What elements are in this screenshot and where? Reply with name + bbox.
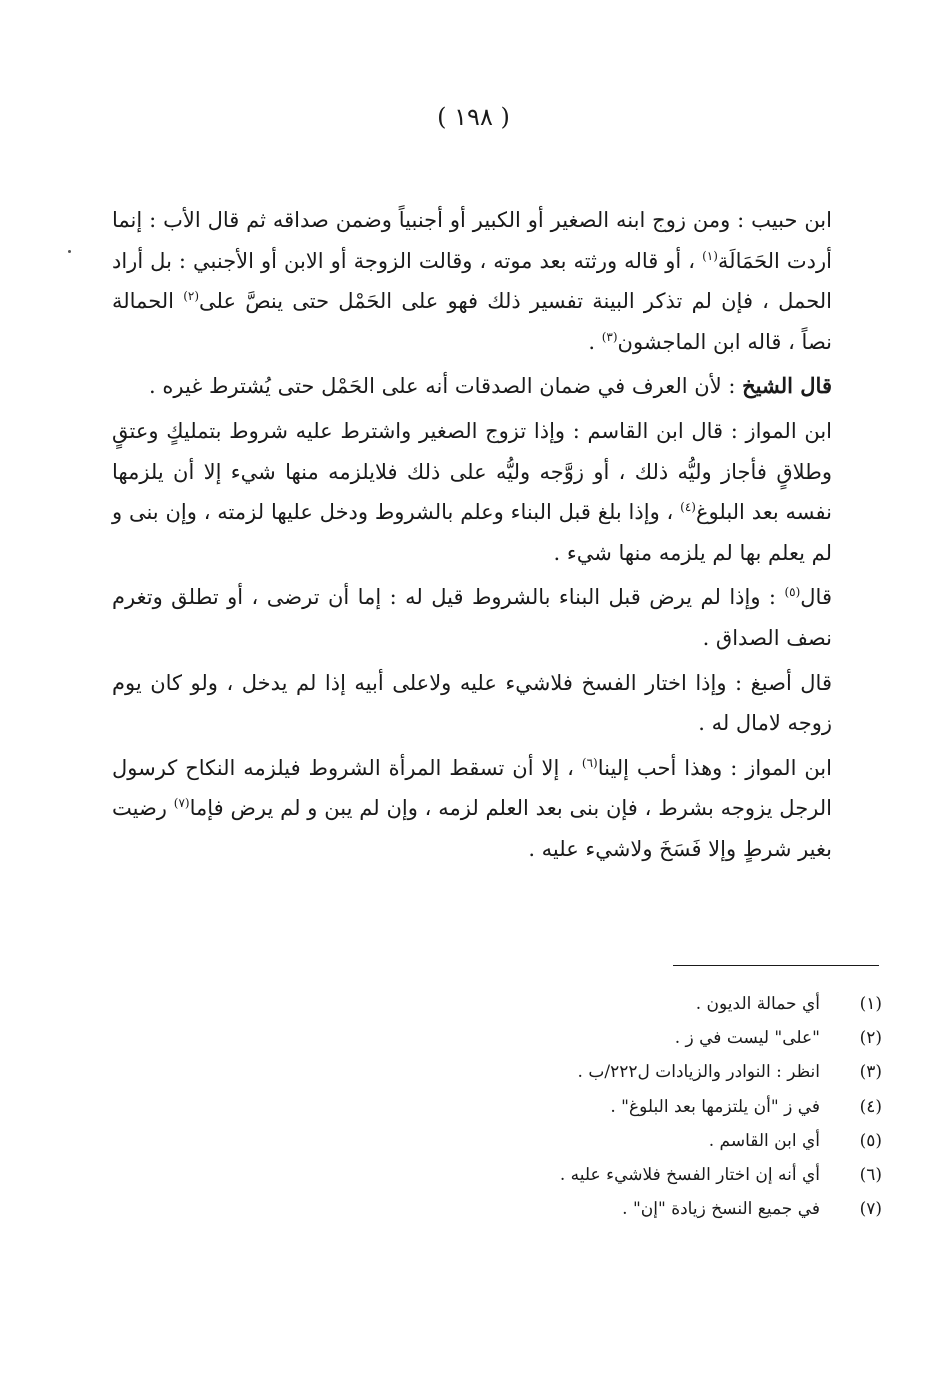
paragraph-text: ، أو قاله ورثته بعد موته ، وقالت الزوجة أو الابن أو الأجنبي : بل أراد الحمل ، فإن لم تذكر البينة تفسير ذلك فهو على الحَمْل حتى ينصَّ على [112, 248, 832, 314]
main-text [112, 200, 832, 870]
footnote-text: أي ابن القاسم . [708, 1130, 820, 1151]
footnote-text: انظر : النوادر والزيادات ل٢٢٢/ب . [577, 1062, 820, 1083]
footnote-reference: (٣) [601, 329, 618, 344]
paragraph-text: : لأن العرف في ضمان الصدقات أنه على الحَمْل حتى يُشترط غيره . [149, 374, 743, 399]
footnote-number: (٦) [859, 1165, 882, 1186]
footnote-number: (٢) [859, 1028, 882, 1049]
footnote-text: في ز "أن يلتزمها بعد البلوغ" . [610, 1096, 820, 1117]
paragraph-text: قال [800, 585, 832, 610]
footnote-number: (١) [859, 994, 882, 1014]
scan-speck [68, 250, 71, 253]
footnote-item [300, 1090, 882, 1124]
paragraph [112, 748, 832, 870]
paragraph-text: ، وإذا بلغ قبل البناء وعلم بالشروط ودخل عليها لزمته ، وإن بنى و لم يعلم بها لم يلزمه منها شيء . [112, 500, 832, 565]
footnote-text: أي حمالة الديون . [695, 994, 820, 1014]
footnote-item [300, 1158, 882, 1192]
paragraph-text: : وإذا لم يرض قبل البناء بالشروط قيل له : إما أن ترضى ، أو تطلق وتغرم نصف الصداق . [112, 585, 832, 650]
footnote-reference: (٤) [680, 500, 696, 515]
footnote-separator [673, 965, 879, 966]
page-number: ( ١٩٨ ) [437, 103, 510, 131]
footnote-item [300, 1055, 882, 1089]
footnote-reference: (١) [702, 248, 718, 263]
footnote-reference: (٢) [183, 289, 200, 304]
paragraph-text: رضيت بغير شرطٍ وإلا فَسَخَ ولاشيء عليه . [112, 796, 832, 861]
footnote-number: (٥) [859, 1130, 882, 1151]
footnote-item [300, 987, 882, 1021]
paragraph-text: ابن المواز : وهذا أحب إلينا [597, 755, 832, 780]
footnote-reference: (٦) [581, 755, 598, 770]
footnote-text: أي أنه إن اختار الفسخ فلاشيء عليه . [559, 1165, 820, 1186]
paragraph-text: الحمالة نصاً ، قاله ابن الماجشون [112, 289, 832, 354]
paragraph [112, 411, 832, 573]
paragraph-text: ابن المواز : قال ابن القاسم : وإذا تزوج الصغير واشترط عليه شروط بتمليكٍ وعتقٍ وطلاقٍ فأجاز وليُّه ذلك ، أو زوَّجه وليُّه على ذلك فلايلزمه منها شيء إلا أن يلزمها نفسه بعد البلوغ [112, 418, 832, 525]
footnote-number: (٣) [859, 1062, 882, 1083]
paragraph-text: قال أصبغ : وإذا اختار الفسخ فلاشيء عليه ولاعلى أبيه إذا لم يدخل ، ولو كان يوم زوجه لامال له . [112, 670, 832, 736]
footnote-text: "على" ليست في ز . [674, 1028, 820, 1049]
paragraph [112, 200, 832, 362]
paragraph [112, 663, 832, 744]
footnote-item [300, 1192, 882, 1226]
footnote-item [300, 1124, 882, 1158]
paragraph [112, 366, 832, 407]
footnote-number: (٧) [859, 1199, 882, 1220]
paragraph-text: ابن حبيب : ومن زوج ابنه الصغير أو الكبير أو أجنبياً وضمن صداقه ثم قال الأب : إنما أردت الحَمَالَة [112, 208, 832, 273]
paragraph-text: ، إلا أن تسقط المرأة الشروط فيلزمه النكاح كرسول الرجل يزوجه بشرط ، فإن بنى بعد العلم لزمه ، وإن لم يبن و لم يرض فإما [112, 755, 832, 821]
footnote-text: في جميع النسخ زيادة "إن" . [622, 1199, 820, 1220]
footnote-reference: (٥) [784, 585, 801, 600]
footnote-item [300, 1021, 882, 1055]
footnotes-list [300, 987, 882, 1226]
footnote-reference: (٧) [173, 796, 190, 811]
speaker-heading: قال الشيخ [742, 373, 832, 399]
paragraph [112, 577, 832, 658]
footnote-number: (٤) [859, 1096, 882, 1117]
paragraph-text: . [588, 329, 602, 354]
